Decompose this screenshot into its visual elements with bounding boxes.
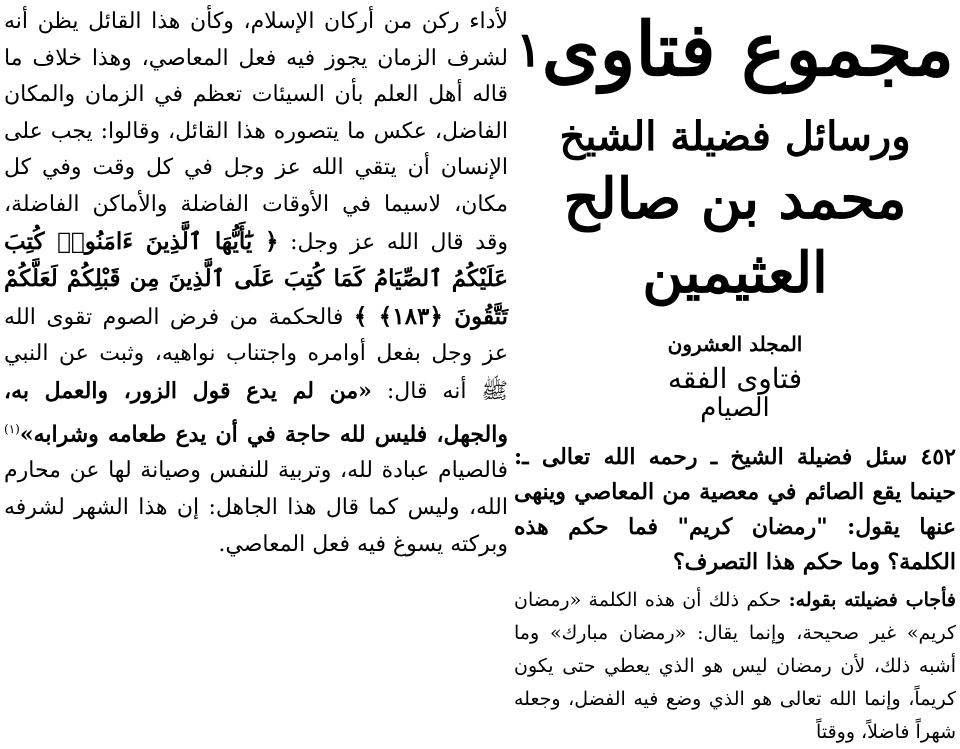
book-title-text: مجموع فتاوى (541, 7, 955, 93)
book-title (512, 0, 958, 100)
answer-block (512, 584, 958, 749)
subsection-title: الصيام (700, 393, 770, 423)
volume-label: المجلد العشرون (667, 332, 803, 356)
book-subtitle: ورسائل فضيلة الشيخ (559, 113, 911, 160)
hadith-quote: «من لم يدع قول الزور، والعمل به، والجهل، فليس لله حاجة في أن يدع طعامه وشرابه» (4, 377, 508, 447)
paragraph-1: لأداء ركن من أركان الإسلام، وكأن هذا القائل يظن أنه لشرف الزمان يجوز فيه فعل المعاصي، وهذا خلاف ما قاله أهل العلم بأن السيئات تعظم في الزمان والمكان الفاضل، عكس ما يتصوره هذا القائل، وقالوا: يجب على الإنسان أن يتقي الله عز وجل في كل وقت وفي كل مكان، لاسيما في الأوقات الفاضلة والأماكن الفاضلة، وقد قال الله عز وجل: (4, 9, 508, 255)
author-name: محمد بن صالح العثيمين (563, 166, 907, 306)
footnote-marker: (١) (4, 421, 20, 436)
section-title: فتاوى الفقه (667, 362, 803, 395)
title-block (512, 0, 958, 422)
quran-verse: ﴿ يَٰٓأَيُّهَا ٱلَّذِينَ ءَامَنُوا۟ كُتِبَ عَلَيْكُمُ ٱلصِّيَامُ كَمَا كُتِبَ عَلَى ٱلَّذِينَ مِن قَبْلِكُمْ لَعَلَّكُمْ تَتَّقُونَ ﴿١٨٣﴾ ﴾ (4, 227, 509, 330)
paragraph-2: فالحكمة من فرض الصوم تقوى الله عز وجل بفعل أوامره واجتناب نواهيه، وثبت عن النبي ﷺ أنه قال: (4, 304, 509, 404)
paragraph-3: فالصيام عبادة لله، وتربية للنفس وصيانة لها عن محارم الله، وليس كما قال هذا الجاهل: إن هذا الشهر لشرفه وبركته يسوغ فيه فعل المعاصي. (4, 458, 508, 557)
answer-lead: فأجاب فضيلته بقوله: (788, 589, 957, 611)
question-text: سئل فضيلة الشيخ ـ رحمه الله تعالى ـ: حينما يقع الصائم في معصية من المعاصي وينهى عنها يقول: "رمضان كريم" فما حكم هذه الكلمة؟ وما حكم هذا التصرف؟ (514, 444, 956, 575)
title-number: ١ (515, 22, 542, 78)
question-number: ٤٥٢ (920, 444, 956, 470)
question-block (512, 440, 958, 580)
right-column (512, 0, 958, 749)
body-text (0, 4, 508, 563)
answer-text: حكم ذلك أن هذه الكلمة «رمضان كريم» غير صحيحة، وإنما يقال: «رمضان مبارك» وما أشبه ذلك، لأن رمضان ليس هو الذي يعطي حتى يكون كريماً، وإنما الله تعالى هو الذي وضع فيه الفضل، وجعله شهراً فاضلاً، ووقتاً (514, 589, 956, 743)
left-column (0, 4, 508, 563)
